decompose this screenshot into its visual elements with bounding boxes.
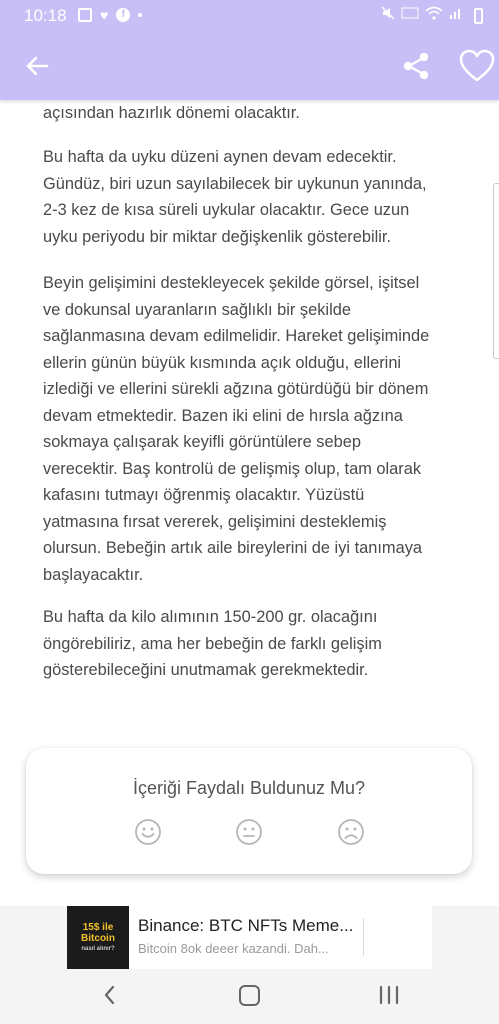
article-paragraph: Beyin gelişimini destekleyecek şekilde görsel, işitsel ve dokunsal uyaranların sağlıklı bir şekilde sağlanmasına devam edilmelidir. Hareket gelişiminde ellerin günün büyük kısmında açık olduğu, ellerini izlediği ve ellerini sürekli ağzına götürdüğü bir dönem devam etmektedir. Bazen iki elini de hırsla ağzına sokmaya çalışarak keyifli görüntülere sebep verecektir. Baş kontrolü de gelişmiş olup, tam olarak kafasını tutmayı öğrenmiş olacaktır. Yüzüstü yatmasına fırsat vererek, gelişimini desteklemiş olursun. Bebeğin artık aile bireylerini de iyi tanımaya başlayacaktır. — [43, 274, 430, 584]
heart-outline-icon[interactable] — [459, 49, 495, 83]
share-icon[interactable] — [400, 50, 432, 82]
ad-thumbnail[interactable]: 15$ ile Bitcoin nasıl alınır? — [67, 906, 129, 969]
article-paragraph: Bu hafta da uyku düzeni aynen devam edecektir. Gündüz, biri uzun sayılabilecek bir uykunun yanında, 2-3 kez de kısa süreli uykular olacaktır. Gece uzun uyku periyodu bir miktar değişkenlik gösterebilir. — [43, 148, 427, 246]
back-arrow-icon[interactable] — [22, 50, 54, 82]
ad-divider — [363, 918, 364, 956]
notification-icons — [78, 7, 142, 23]
heart-icon: ♥ — [100, 7, 109, 23]
back-chevron-icon[interactable] — [98, 983, 122, 1007]
image-icon — [78, 8, 92, 22]
wifi-icon — [425, 6, 443, 20]
system-nav-bar — [0, 969, 499, 1024]
status-bar — [0, 0, 499, 32]
mute-icon — [381, 6, 395, 20]
home-icon[interactable] — [239, 985, 260, 1006]
volte-icon — [401, 6, 419, 20]
dot-icon — [138, 13, 142, 17]
sad-face-icon[interactable] — [337, 818, 365, 846]
status-time: 10:18 — [24, 6, 67, 25]
facebook-icon: f — [116, 8, 130, 22]
ad-subtitle[interactable]: Bitcoin 8ok deeer kazandi. Dah... — [138, 941, 329, 956]
article-paragraph: açısından hazırlık dönemi olacaktır. — [43, 104, 300, 122]
recents-icon[interactable] — [377, 985, 401, 1005]
ad-banner[interactable] — [67, 906, 432, 969]
signal-icon — [449, 6, 463, 20]
article-paragraph: Bu hafta da kilo alımının 150-200 gr. olacağını öngörebiliriz, ama her bebeğin de farklı gelişim gösterebileceğini unutmamak gerekmektedir. — [43, 608, 382, 679]
scrollbar[interactable] — [493, 183, 499, 359]
battery-icon — [474, 8, 483, 24]
system-icons — [381, 6, 463, 20]
ad-title[interactable]: Binance: BTC NFTs Meme... — [138, 916, 354, 935]
app-bar — [0, 32, 499, 100]
feedback-card — [26, 748, 472, 874]
happy-face-icon[interactable] — [134, 818, 162, 846]
feedback-title: İçeriği Faydalı Buldunuz Mu? — [132, 778, 366, 798]
neutral-face-icon[interactable] — [235, 818, 263, 846]
ad-banner-area — [0, 906, 499, 969]
